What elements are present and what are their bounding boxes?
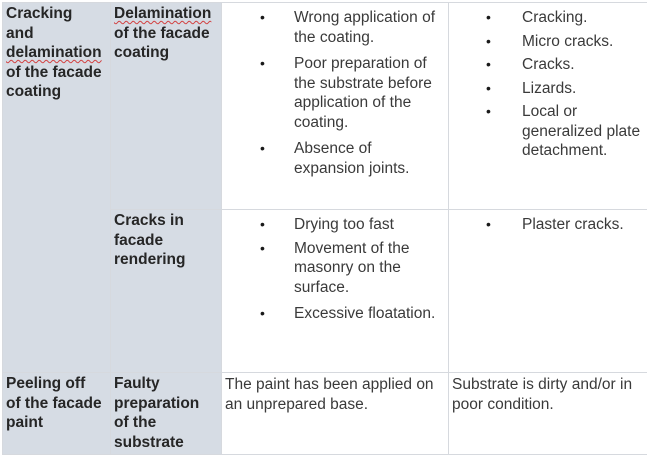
subproblem-line: facade (114, 231, 164, 249)
list-item: • Wrong application of the coating. (260, 9, 436, 46)
bullet-icon: • (260, 305, 265, 321)
symptoms-cell (449, 210, 647, 373)
subproblem-cell (111, 373, 222, 455)
causes-cell (222, 210, 449, 373)
list-item: • Cracking. (486, 9, 588, 26)
subproblem-cell (111, 3, 222, 210)
problem-line: Peeling off (6, 375, 86, 392)
subproblem-line: Cracks in (114, 212, 184, 229)
symptoms-text: Substrate is dirty and/or in poor condition. (452, 376, 633, 413)
subproblem-line: preparation (114, 394, 200, 412)
causes-cell (222, 373, 449, 455)
defects-table (2, 2, 647, 455)
bullet-icon: • (486, 56, 491, 72)
bullet-icon: • (260, 239, 265, 256)
bullet-icon: • (486, 103, 491, 119)
problem-line: of the facade (6, 63, 102, 81)
list-item: • Drying too fast (260, 216, 394, 233)
list-item: • Movement of the masonry on the surface. (260, 239, 410, 296)
problem-line: delamination (6, 44, 102, 61)
list-item: • Plaster cracks. (486, 216, 624, 233)
problem-line: Cracking (6, 5, 73, 22)
subproblem-line: Delamination (114, 5, 212, 22)
subproblem-line: rendering (114, 251, 186, 268)
problem-line: paint (6, 414, 44, 431)
bullet-icon: • (260, 216, 265, 232)
bullet-icon: • (260, 9, 265, 25)
problem-line: and (6, 24, 34, 42)
list-item: • Poor preparation of the substrate before application of the coating. (260, 55, 432, 131)
table-row (3, 3, 647, 210)
subproblem-cell (111, 210, 222, 373)
list-item: • Local or generalized plate detachment. (486, 103, 641, 159)
table-row (3, 373, 647, 455)
bullet-icon: • (486, 79, 491, 96)
list-item: • Excessive floatation. (260, 305, 436, 322)
list-item: • Micro cracks. (486, 32, 614, 50)
bullet-icon: • (486, 9, 491, 25)
problem-cell (3, 3, 111, 373)
bullet-icon: • (260, 55, 265, 71)
list-item: • Lizards. (486, 79, 577, 97)
problem-line: coating (6, 83, 62, 100)
subproblem-line: substrate (114, 433, 184, 451)
problem-line: of the facade (6, 394, 102, 412)
subproblem-line: of the (114, 414, 157, 431)
causes-cell (222, 3, 449, 210)
bullet-icon: • (486, 216, 491, 232)
causes-text: The paint has been applied on an unprepared base. (225, 376, 434, 413)
subproblem-line: Faulty (114, 375, 160, 392)
list-item: • Absence of expansion joints. (260, 140, 410, 177)
subproblem-line: of the facade (114, 24, 210, 42)
problem-cell (3, 373, 111, 455)
symptoms-cell (449, 373, 647, 455)
bullet-icon: • (486, 32, 491, 49)
list-item: • Cracks. (486, 56, 575, 73)
subproblem-line: coating (114, 44, 170, 61)
symptoms-cell (449, 3, 647, 210)
bullet-icon: • (260, 140, 265, 156)
